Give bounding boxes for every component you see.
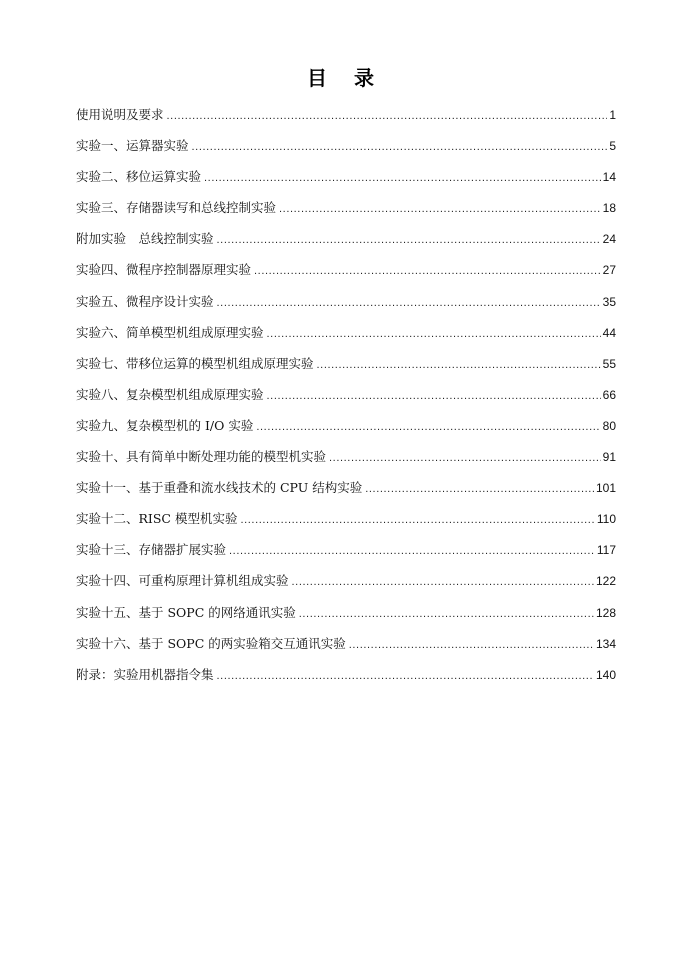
toc-entry-page-number: 80: [602, 418, 616, 433]
toc-entry[interactable]: [76, 602, 616, 633]
toc-entry-page-number: 14: [602, 170, 616, 185]
toc-entry[interactable]: [76, 259, 616, 290]
toc-dot-leader: [167, 105, 608, 127]
toc-entry[interactable]: [76, 228, 616, 259]
toc-dot-leader: [240, 509, 594, 531]
table-of-contents: [76, 104, 616, 695]
toc-entry-label: 实验三、存储器读写和总线控制实验: [76, 200, 277, 216]
toc-dot-leader: [217, 292, 601, 314]
toc-entry[interactable]: [76, 508, 616, 539]
toc-dot-leader: [254, 260, 601, 282]
toc-entry[interactable]: [76, 477, 616, 508]
toc-entry-page-number: 101: [595, 481, 616, 496]
toc-entry-page-number: 55: [602, 356, 616, 371]
toc-entry-page-number: 66: [602, 387, 616, 402]
toc-entry-label: 附录：实验用机器指令集: [76, 666, 214, 682]
toc-entry-page-number: 134: [595, 636, 616, 651]
toc-entry[interactable]: [76, 104, 616, 135]
toc-entry-label: 实验十二、RISC 模型机实验: [76, 511, 238, 527]
toc-dot-leader: [256, 416, 600, 438]
toc-entry-page-number: 117: [596, 543, 616, 558]
toc-entry-label: 实验十三、存储器扩展实验: [76, 542, 227, 558]
toc-entry-label: 附加实验 总线控制实验: [76, 231, 214, 247]
toc-dot-leader: [204, 167, 601, 189]
toc-entry[interactable]: [76, 291, 616, 322]
toc-entry-label: 实验七、带移位运算的模型机组成原理实验: [76, 355, 314, 371]
toc-entry[interactable]: [76, 197, 616, 228]
toc-entry-label: 使用说明及要求: [76, 107, 164, 122]
toc-dot-leader: [192, 136, 608, 158]
toc-entry-page-number: 110: [596, 512, 616, 527]
toc-dot-leader: [292, 571, 594, 593]
toc-entry-page-number: 140: [595, 667, 616, 682]
toc-entry-label: 实验一、运算器实验: [76, 138, 189, 154]
page-title: 目 录: [307, 66, 384, 90]
toc-dot-leader: [279, 198, 601, 220]
toc-dot-leader: [299, 603, 594, 625]
toc-entry-label: 实验二、移位运算实验: [76, 169, 202, 185]
toc-entry-page-number: 128: [595, 605, 616, 620]
toc-entry[interactable]: [76, 446, 616, 477]
toc-entry-page-number: 27: [602, 263, 616, 278]
toc-dot-leader: [349, 634, 594, 656]
toc-dot-leader: [365, 478, 594, 500]
toc-entry-page-number: 35: [602, 294, 616, 309]
toc-entry-page-number: 5: [609, 139, 616, 154]
toc-entry-label: 实验十四、可重构原理计算机组成实验: [76, 573, 289, 589]
toc-entry-label: 实验十五、基于 SOPC 的网络通讯实验: [76, 604, 296, 620]
toc-entry-label: 实验十、具有简单中断处理功能的模型机实验: [76, 449, 327, 465]
toc-entry-label: 实验四、微程序控制器原理实验: [76, 262, 252, 278]
toc-entry-page-number: 18: [602, 201, 616, 216]
toc-entry-label: 实验九、复杂模型机的 I/O 实验: [76, 417, 254, 433]
toc-entry-page-number: 91: [602, 450, 616, 465]
toc-entry[interactable]: [76, 322, 616, 353]
toc-entry[interactable]: [76, 384, 616, 415]
toc-entry[interactable]: [76, 633, 616, 664]
toc-entry-label: 实验十一、基于重叠和流水线技术的 CPU 结构实验: [76, 480, 363, 496]
toc-entry-page-number: 122: [595, 574, 616, 589]
toc-entry[interactable]: [76, 664, 616, 695]
toc-entry-label: 实验六、简单模型机组成原理实验: [76, 324, 264, 340]
toc-dot-leader: [229, 540, 595, 562]
toc-entry[interactable]: [76, 353, 616, 384]
toc-dot-leader: [329, 447, 601, 469]
toc-entry[interactable]: [76, 166, 616, 197]
toc-entry[interactable]: [76, 135, 616, 166]
toc-dot-leader: [267, 385, 601, 407]
toc-dot-leader: [217, 665, 594, 687]
toc-entry-page-number: 1: [609, 108, 616, 122]
toc-entry-label: 实验五、微程序设计实验: [76, 293, 214, 309]
toc-entry-label: 实验八、复杂模型机组成原理实验: [76, 386, 264, 402]
toc-dot-leader: [217, 229, 601, 251]
toc-entry-page-number: 24: [602, 232, 616, 247]
toc-entry-page-number: 44: [602, 325, 616, 340]
toc-dot-leader: [317, 354, 601, 376]
toc-entry[interactable]: [76, 539, 616, 570]
toc-entry[interactable]: [76, 570, 616, 601]
toc-dot-leader: [267, 323, 601, 345]
toc-entry-label: 实验十六、基于 SOPC 的两实验箱交互通讯实验: [76, 635, 346, 651]
toc-entry[interactable]: [76, 415, 616, 446]
